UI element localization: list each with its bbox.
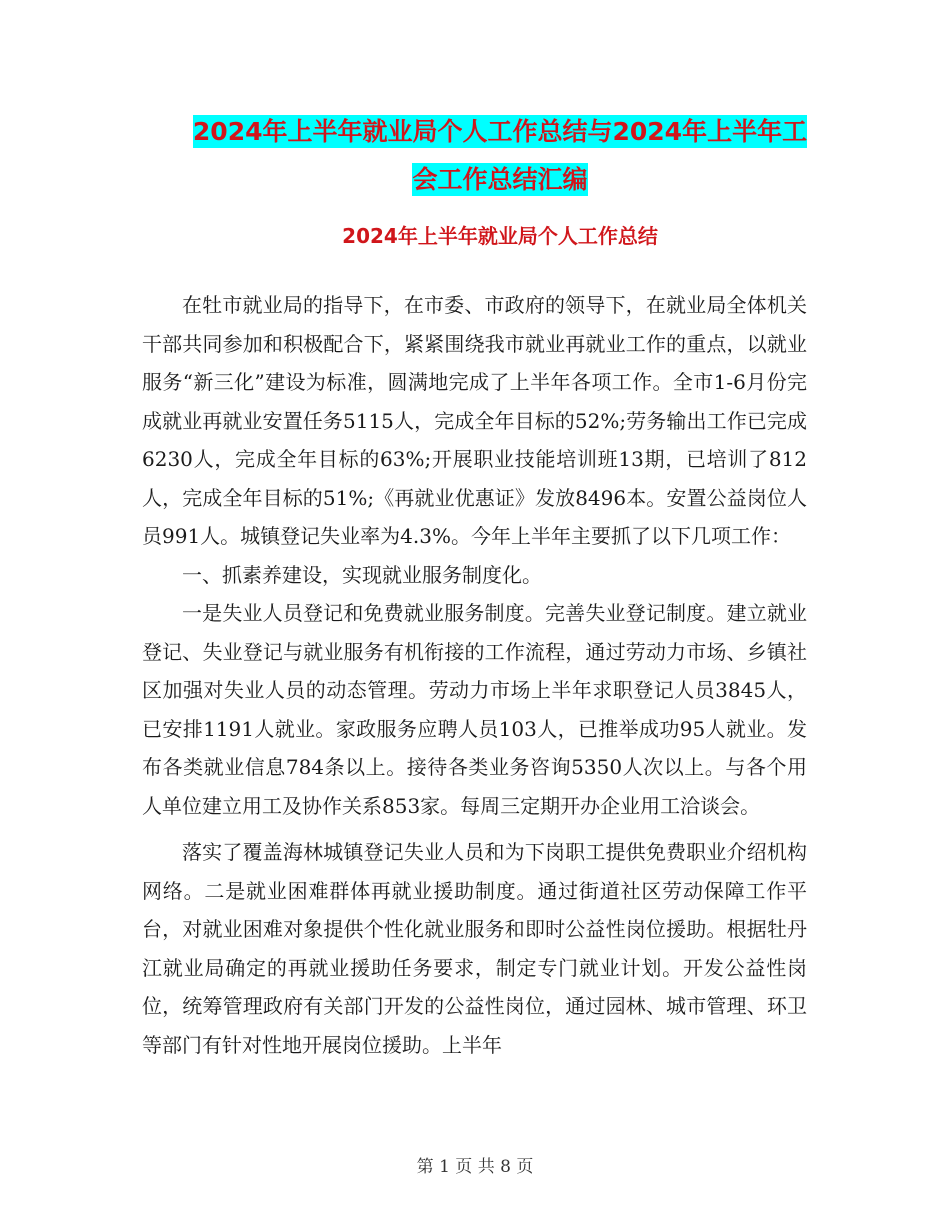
title-line-2: 会工作总结汇编 <box>412 165 588 194</box>
section-title: 2024年上半年就业局个人工作总结 <box>342 224 658 248</box>
paragraph-item-2: 落实了覆盖海林城镇登记失业人员和为下岗职工提供免费职业介绍机构网络。二是就业困难群体再就业援助制度。通过街道社区劳动保障工作平台，对就业困难对象提供个性化就业服务和即时公益性岗位援助。根据牡丹江就业局确定的再就业援助任务要求，制定专门就业计划。开发公益性岗位，统筹管理政府有关部门开发的公益性岗位，通过园林、城市管理、环卫等部门有针对性地开展岗位援助。上半年 <box>142 840 807 1057</box>
paragraph-intro: 在牡市就业局的指导下，在市委、市政府的领导下，在就业局全体机关干部共同参加和积极配合下，紧紧围绕我市就业再就业工作的重点，以就业服务“新三化”建设为标准，圆满地完成了上半年各项工作。全市1-6月份完成就业再就业安置任务5115人，完成全年目标的52%;劳务输出工作已完成6230人，完成全年目标的63%;开展职业技能培训班13期，已培训了812人，完成全年目标的51%;《再就业优惠证》发放8496本。安置公益岗位人员991人。城镇登记失业率为4.3%。今年上半年主要抓了以下几项工作： <box>142 293 807 548</box>
title-line-1: 2024年上半年就业局个人工作总结与2024年上半年工 <box>192 117 808 146</box>
document-title <box>140 108 860 204</box>
document-body <box>142 286 807 1064</box>
page-footer: 第 1 页 共 8 页 <box>416 1157 534 1177</box>
paragraph-heading-1: 一、抓素养建设，实现就业服务制度化。 <box>182 562 542 587</box>
paragraph-item-1: 一是失业人员登记和免费就业服务制度。完善失业登记制度。建立就业登记、失业登记与就业服务有机衔接的工作流程，通过劳动力市场、乡镇社区加强对失业人员的动态管理。劳动力市场上半年求职登记人员3845人，已安排1191人就业。家政服务应聘人员103人，已推举成功95人就业。发布各类就业信息784条以上。接待各类业务咨询5350人次以上。与各个用人单位建立用工及协作关系853家。每周三定期开办企业用工洽谈会。 <box>142 601 807 818</box>
